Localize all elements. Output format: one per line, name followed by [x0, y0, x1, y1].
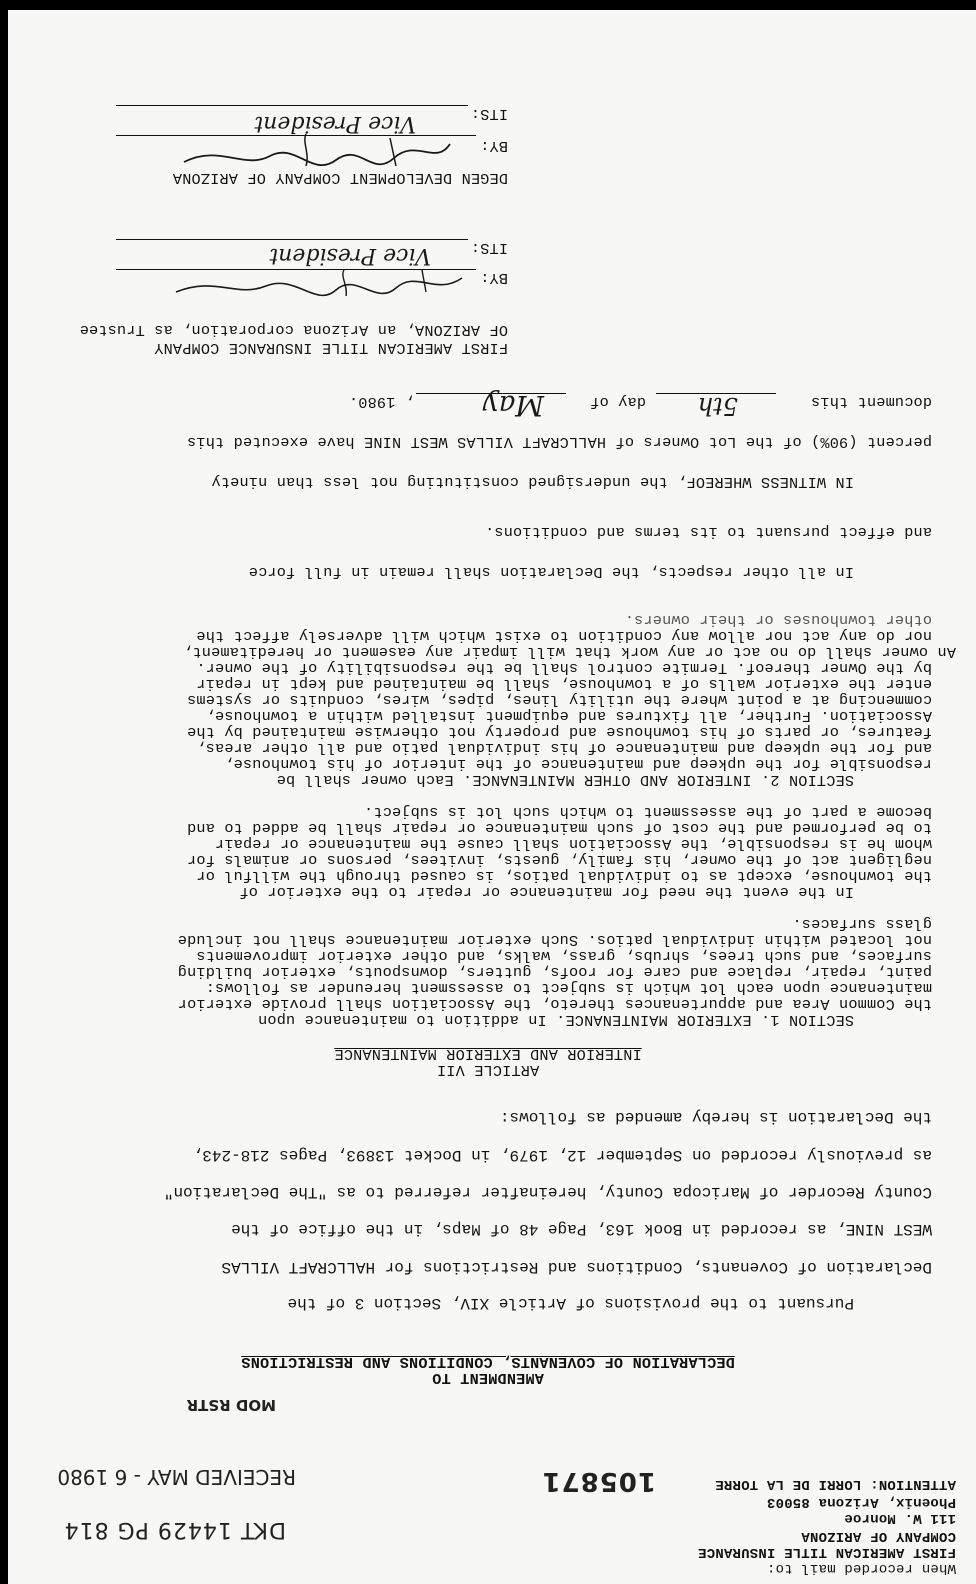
execution-month-handwritten: May [482, 389, 544, 422]
section-2-line: commencing at a point where the utility lines, pipes, wires, conduits or systems [186, 691, 932, 709]
section-2-line: and for the upkeep and maintenance of his individual patio and all other areas, [196, 739, 932, 757]
section-1-line: paint, repair, replace and care for roofs, gutters, downspouts, exterior building [177, 963, 932, 981]
section-2-line: other townhouses or their owners. [624, 611, 932, 629]
mod-stamp: MOD RSTR [186, 1396, 276, 1414]
section-1-line: surfaces, and such trees, shrubs, grass, walks, and other exterior improvements [196, 947, 932, 965]
scan-edge-right [0, 0, 8, 1584]
section-2-line: Association. Further, all fixtures and equipment installed within a townhouse, [205, 707, 932, 725]
signer-2-its-label: ITS: [470, 105, 508, 123]
closing-line: In all other respects, the Declaration shall remain in full force [248, 563, 854, 581]
section-1-p2-line: become a part of the assessment to which such lot is subject. [363, 803, 932, 821]
section-1-line: maintenance upon each lot which is subject to assessment hereunder as follows: [205, 979, 932, 997]
intro-line: as previously recorded on September 12, 1979, in Docket 13893, Pages 218-243, [192, 1146, 932, 1164]
signer-2-by-label: BY: [480, 137, 508, 155]
signer-1-name: FIRST AMERICAN TITLE INSURANCE COMPANY [154, 339, 508, 357]
section-1-line: the Common Area and appurtenances thereto, the Association shall provide exterior [177, 995, 932, 1013]
mail-line: COMPANY OF ARIZONA [801, 1528, 956, 1544]
execution-day-handwritten: 5th [697, 392, 738, 420]
intro-line: WEST NINE, as recorded in Book 163, Page 48 of Maps, in the office of the [231, 1220, 932, 1238]
intro-line: Declaration of Covenants, Conditions and Restrictions for HALLCRAFT VILLAS [221, 1258, 932, 1276]
signer-1-its-label: ITS: [470, 239, 508, 257]
signer-1-signature [166, 266, 466, 300]
section-2-line: responsible for the upkeep and maintenance of the interior of his townhouse, [224, 755, 932, 773]
signer-1-by-label: BY: [480, 269, 508, 287]
signer-1-title-line [116, 239, 468, 240]
section-1-line: glass surfaces. [792, 915, 932, 933]
section-2-line: enter the exterior walls of a townhouse, shall be maintained and kept in repair [196, 675, 932, 693]
mail-line: When recorded mail to: [766, 1560, 956, 1576]
closing-line: and effect pursuant to its terms and conditions. [484, 523, 932, 541]
section-2-line: by the Owner thereof. Termite control shall be the responsibility of the owner. [196, 659, 932, 677]
mail-line: 111 W. Monroe [844, 1510, 956, 1526]
section-2-line: nor do any act nor allow any condition to exist which will adversely affect the [196, 627, 932, 645]
received-stamp: RECEIVED MAY - 6 1980 [57, 1465, 296, 1489]
witness-line: percent (90%) of the Lot Owners of HALLCRAFT VILLAS WEST NINE have executed this [186, 433, 932, 451]
title-line-1: AMENDMENT TO [432, 1369, 544, 1387]
article-heading: INTERIOR AND EXTERIOR MAINTENANCE [334, 1045, 642, 1063]
section-2-line: An owner shall do no act or any work that will impair any easement or hereditament, [182, 643, 956, 661]
signer-2-name: DEGEN DEVELOPMENT COMPANY OF ARIZONA [172, 169, 508, 187]
execution-prefix: document this [810, 393, 932, 411]
signer-1-title-handwritten: Vice President [269, 243, 431, 268]
intro-line: Pursuant to the provisions of Article XIV, Section 3 of the [287, 1294, 854, 1312]
docket-stamp: DKT 14429 PG 814 [63, 1517, 286, 1542]
title-line-2: DECLARATION OF COVENANTS, CONDITIONS AND RESTRICTIONS [241, 1353, 735, 1371]
mail-line: Phoenix, Arizona 85003 [766, 1494, 956, 1510]
intro-line: the Declaration is hereby amended as follows: [499, 1108, 932, 1126]
signer-2-title-handwritten: Vice President [254, 111, 416, 136]
signer-2-title-line [116, 105, 468, 106]
witness-line: IN WITNESS WHEREOF, the undersigned constituting not less than ninety [211, 473, 854, 491]
section-1-line: not located within individual patios. Such exterior maintenance shall not include [177, 931, 932, 949]
document-number-stamp: 105871 [541, 1466, 656, 1496]
signer-1-name: OF ARIZONA, an Arizona corporation, as Trustee [79, 321, 508, 339]
section-2-line: SECTION 2. INTERIOR AND OTHER MAINTENANCE. Each owner shall be [276, 771, 854, 789]
attention-line: ATTENTION: LORRI DE LA TORRE [715, 1476, 956, 1492]
intro-line: County Recorder of Maricopa County, hereinafter referred to as "The Declaration" [163, 1183, 932, 1201]
section-2-line: features, or parts of his townhouse and property not otherwise maintained by the [186, 723, 932, 741]
section-1-p2-line: to be performed and the cost of such maintenance or repair shall be added to and [186, 819, 932, 837]
execution-year: , 1980. [348, 393, 414, 411]
scan-edge-bottom [0, 0, 976, 10]
article-number: ARTICLE VII [436, 1061, 540, 1079]
signer-2-signature [176, 132, 456, 172]
execution-mid: day of [590, 393, 646, 411]
section-1-p2-line: whom he is responsible, the Association shall cause the maintenance or repair [214, 835, 932, 853]
section-1-p2-line: the townhouse, except as to individual patios, is caused through the willful or [196, 867, 932, 885]
section-1-p2-line: In the event the need for maintenance or repair to the exterior of [239, 883, 854, 901]
section-1-p2-line: negligent act of the owner, his family, guests, invitees, persons or animals for [186, 851, 932, 869]
section-1-line: SECTION 1. EXTERIOR MAINTENANCE. In addition to maintenance upon [257, 1011, 854, 1029]
mail-line: FIRST AMERICAN TITLE INSURANCE [697, 1544, 956, 1560]
